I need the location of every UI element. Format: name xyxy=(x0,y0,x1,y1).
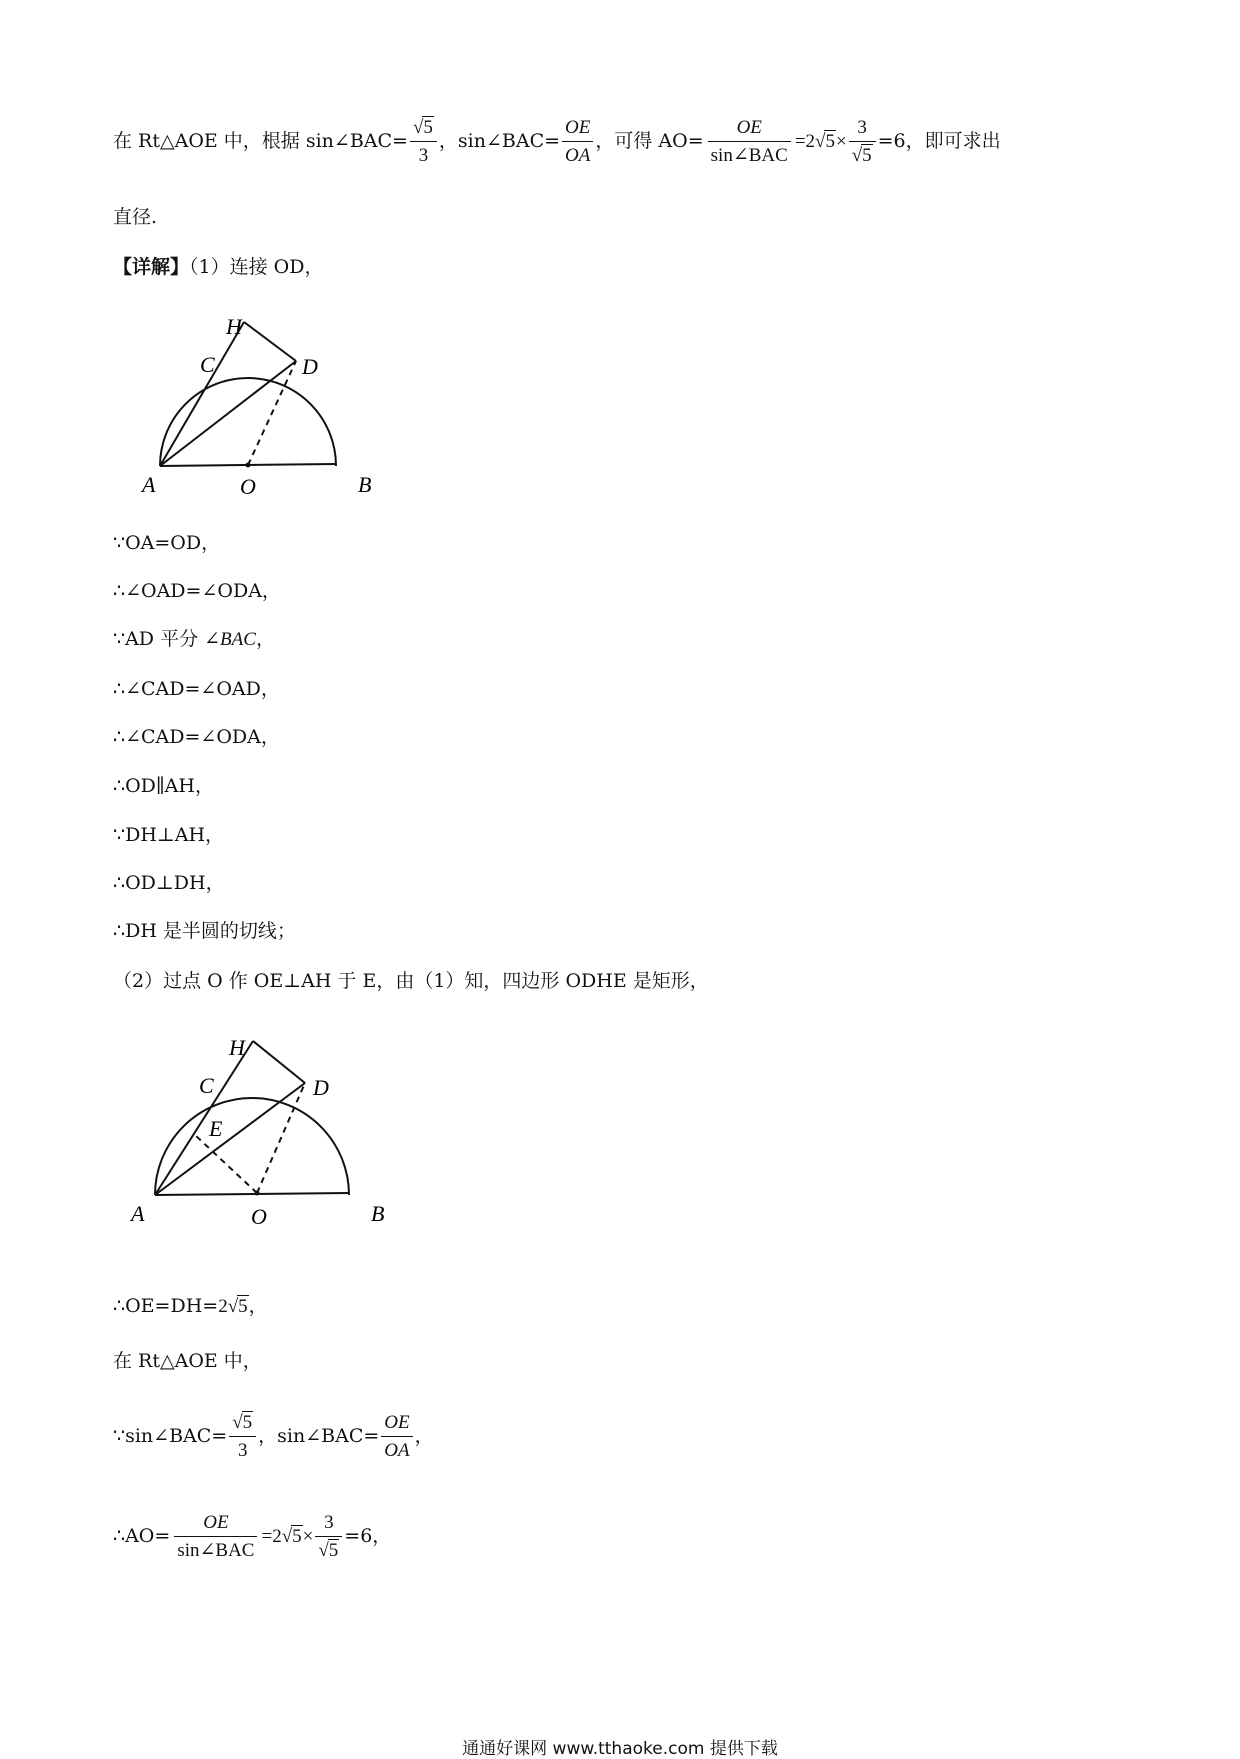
times: × xyxy=(302,1525,314,1547)
detail-heading xyxy=(113,258,323,277)
fraction-oe-over-sin xyxy=(708,117,791,167)
point-label-c: C xyxy=(199,1073,214,1098)
step-10: （2）过点 O 作 OE⊥AH 于 E，由（1）知，四边形 ODHE 是矩形， xyxy=(113,970,709,992)
equals: = xyxy=(794,130,806,152)
text-segment: ，sin∠BAC= xyxy=(438,129,561,152)
text-segment: ∵sin∠BAC= xyxy=(113,1424,228,1447)
step-11 xyxy=(113,1297,268,1316)
step-8: ∴OD⊥DH， xyxy=(113,872,225,894)
detail-step-1: （1）连接 OD， xyxy=(189,256,324,278)
intro-line-1 xyxy=(113,117,1001,167)
step-5: ∴∠CAD=∠ODA， xyxy=(113,726,280,748)
point-label-d: D xyxy=(302,354,318,379)
point-label-d: D xyxy=(313,1075,329,1100)
numerator: OE xyxy=(381,1412,412,1437)
numerator xyxy=(410,117,437,142)
sqrt: √5 xyxy=(412,117,433,138)
text-segment: ∴OE=DH= xyxy=(113,1295,219,1317)
fraction-3-over-sqrt5 xyxy=(849,117,876,167)
fraction-sqrt5-over-3 xyxy=(410,117,437,167)
point-label-a: A xyxy=(142,472,156,497)
equals: = xyxy=(261,1525,273,1547)
point-label-e: E xyxy=(209,1116,223,1141)
text-segment: 在 Rt△AOE 中，根据 sin∠BAC= xyxy=(113,129,408,152)
detail-bracket: 【详解】 xyxy=(113,256,190,278)
point-label-h: H xyxy=(226,314,242,339)
fraction-3-over-sqrt5 xyxy=(315,1512,342,1562)
step-9: ∴DH 是半圆的切线； xyxy=(113,920,296,942)
step-4: ∴∠CAD=∠OAD， xyxy=(113,678,280,700)
figure-2-semicircle xyxy=(125,1025,545,1235)
denominator: √5 xyxy=(851,144,872,166)
text-segment: ，sin∠BAC= xyxy=(258,1424,380,1447)
denominator: sin∠BAC xyxy=(177,1539,255,1561)
fraction-oe-over-oa xyxy=(381,1412,412,1462)
numerator: OE xyxy=(708,117,791,142)
point-label-b: B xyxy=(371,1201,385,1226)
point-label-b: B xyxy=(358,472,372,497)
sqrt: √5 xyxy=(281,1525,302,1547)
step-13 xyxy=(113,1412,434,1462)
coefficient: 2 xyxy=(218,1296,228,1317)
denominator: sin∠BAC xyxy=(710,144,788,166)
coefficient: 2 xyxy=(272,1525,282,1547)
step-6: ∴OD∥AH， xyxy=(113,775,214,797)
coefficient: 2 xyxy=(805,130,816,152)
times: × xyxy=(835,130,847,152)
numerator: 3 xyxy=(849,117,876,142)
page-footer: 通通好课网 www.tthaoke.com 提供下载 xyxy=(462,1739,778,1759)
denominator: 3 xyxy=(237,1439,248,1461)
text-segment: ， xyxy=(255,628,275,650)
numerator: OE xyxy=(174,1512,257,1537)
step-1: ∵OA=OD， xyxy=(113,532,221,554)
fraction-oe-over-sin xyxy=(174,1512,257,1562)
step-7: ∵DH⊥AH， xyxy=(113,824,225,846)
step-12: 在 Rt△AOE 中， xyxy=(113,1350,262,1372)
angle-bac: ∠BAC xyxy=(204,629,256,650)
text-segment: ∴AO= xyxy=(113,1524,171,1547)
text-segment: ， xyxy=(414,1424,434,1447)
denominator: OA xyxy=(565,144,591,166)
text-segment: ， xyxy=(248,1295,268,1317)
numerator: OE xyxy=(562,117,593,142)
sqrt: √5 xyxy=(815,130,835,152)
text-segment: =6， xyxy=(344,1524,392,1547)
step-3 xyxy=(113,630,275,649)
numerator: √5 xyxy=(229,1412,256,1437)
text-segment: ∵AD 平分 xyxy=(113,628,199,650)
sqrt: √5 xyxy=(227,1296,248,1317)
point-label-c: C xyxy=(200,352,215,377)
text-segment: ，可得 AO= xyxy=(595,129,704,152)
denominator: √5 xyxy=(318,1539,339,1561)
text-segment: =6，即可求出 xyxy=(877,129,1001,152)
point-label-o: O xyxy=(240,474,256,499)
numerator: 3 xyxy=(315,1512,342,1537)
point-label-a: A xyxy=(131,1201,145,1226)
step-14 xyxy=(113,1512,391,1562)
intro-line-2: 直径. xyxy=(113,206,158,228)
fraction-sqrt5-over-3 xyxy=(229,1412,256,1462)
fraction-oe-over-oa xyxy=(562,117,593,167)
denominator: OA xyxy=(384,1439,410,1461)
figure-1-semicircle xyxy=(140,310,540,510)
point-label-h: H xyxy=(229,1035,245,1060)
denominator: 3 xyxy=(418,144,429,166)
step-2: ∴∠OAD=∠ODA， xyxy=(113,580,281,602)
point-label-o: O xyxy=(251,1204,267,1229)
